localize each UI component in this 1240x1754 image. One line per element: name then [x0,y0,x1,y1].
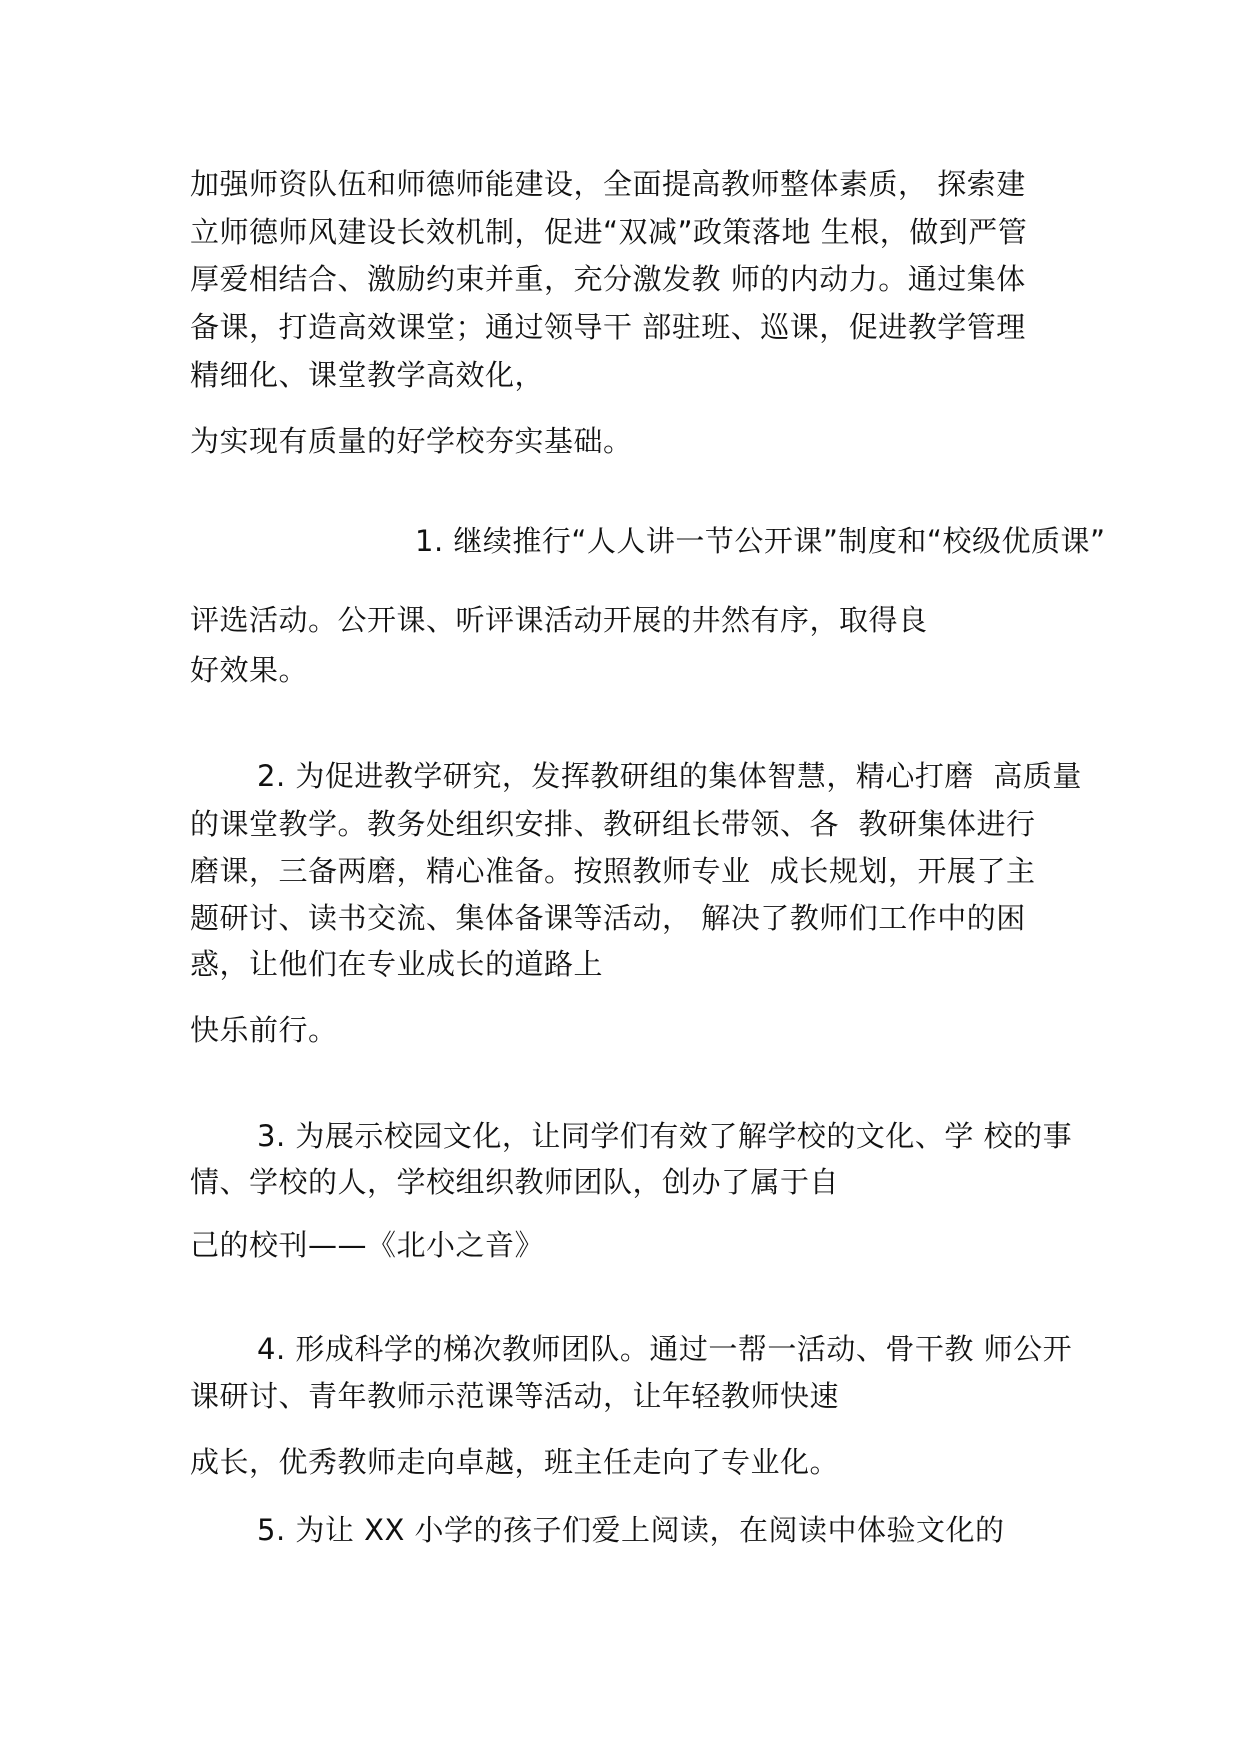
text-line: 为实现有质量的好学校夯实基础。 [190,424,633,458]
text-line: 精细化、课堂教学高效化， [190,358,545,392]
text-line: 磨课，三备两磨，精心准备。按照教师专业 成长规划，开展了主 [190,854,1036,888]
text-line: 的课堂教学。教务处组织安排、教研组长带领、各 教研集体进行 [190,807,1036,841]
text-line: 立师德师风建设长效机制，促进“双减”政策落地 生根，做到严管 [190,215,1028,249]
text-line: 1. 继续推行“人人讲一节公开课”制度和“校级优质课” [415,524,1106,558]
text-line: 3. 为展示校园文化，让同学们有效了解学校的文化、学 校的事 [257,1119,1073,1153]
text-line: 成长，优秀教师走向卓越，班主任走向了专业化。 [190,1445,840,1479]
text-line: 加强师资队伍和师德师能建设，全面提高教师整体素质， 探索建 [190,167,1026,201]
text-line: 快乐前行。 [190,1013,338,1047]
text-line: 备课，打造高效课堂；通过领导干 部驻班、巡课，促进教学管理 [190,310,1026,344]
text-line: 4. 形成科学的梯次教师团队。通过一帮一活动、骨干教 师公开 [257,1332,1073,1366]
text-line: 2. 为促进教学研究，发挥教研组的集体智慧，精心打磨 高质量 [257,759,1082,793]
text-line: 惑，让他们在专业成长的道路上 [190,947,604,981]
text-line: 题研讨、读书交流、集体备课等活动， 解决了教师们工作中的困 [190,901,1026,935]
text-line: 情、学校的人，学校组织教师团队，创办了属于自 [190,1165,840,1199]
text-line: 己的校刊——《北小之音》 [190,1228,545,1262]
text-line: 课研讨、青年教师示范课等活动，让年轻教师快速 [190,1379,840,1413]
text-line: 好效果。 [190,653,309,687]
text-line: 5. 为让 XX 小学的孩子们爱上阅读，在阅读中体验文化的 [257,1513,1005,1547]
text-line: 评选活动。公开课、听评课活动开展的井然有序，取得良 [190,603,928,637]
text-line: 厚爱相结合、激励约束并重，充分激发教 师的内动力。通过集体 [190,262,1026,296]
